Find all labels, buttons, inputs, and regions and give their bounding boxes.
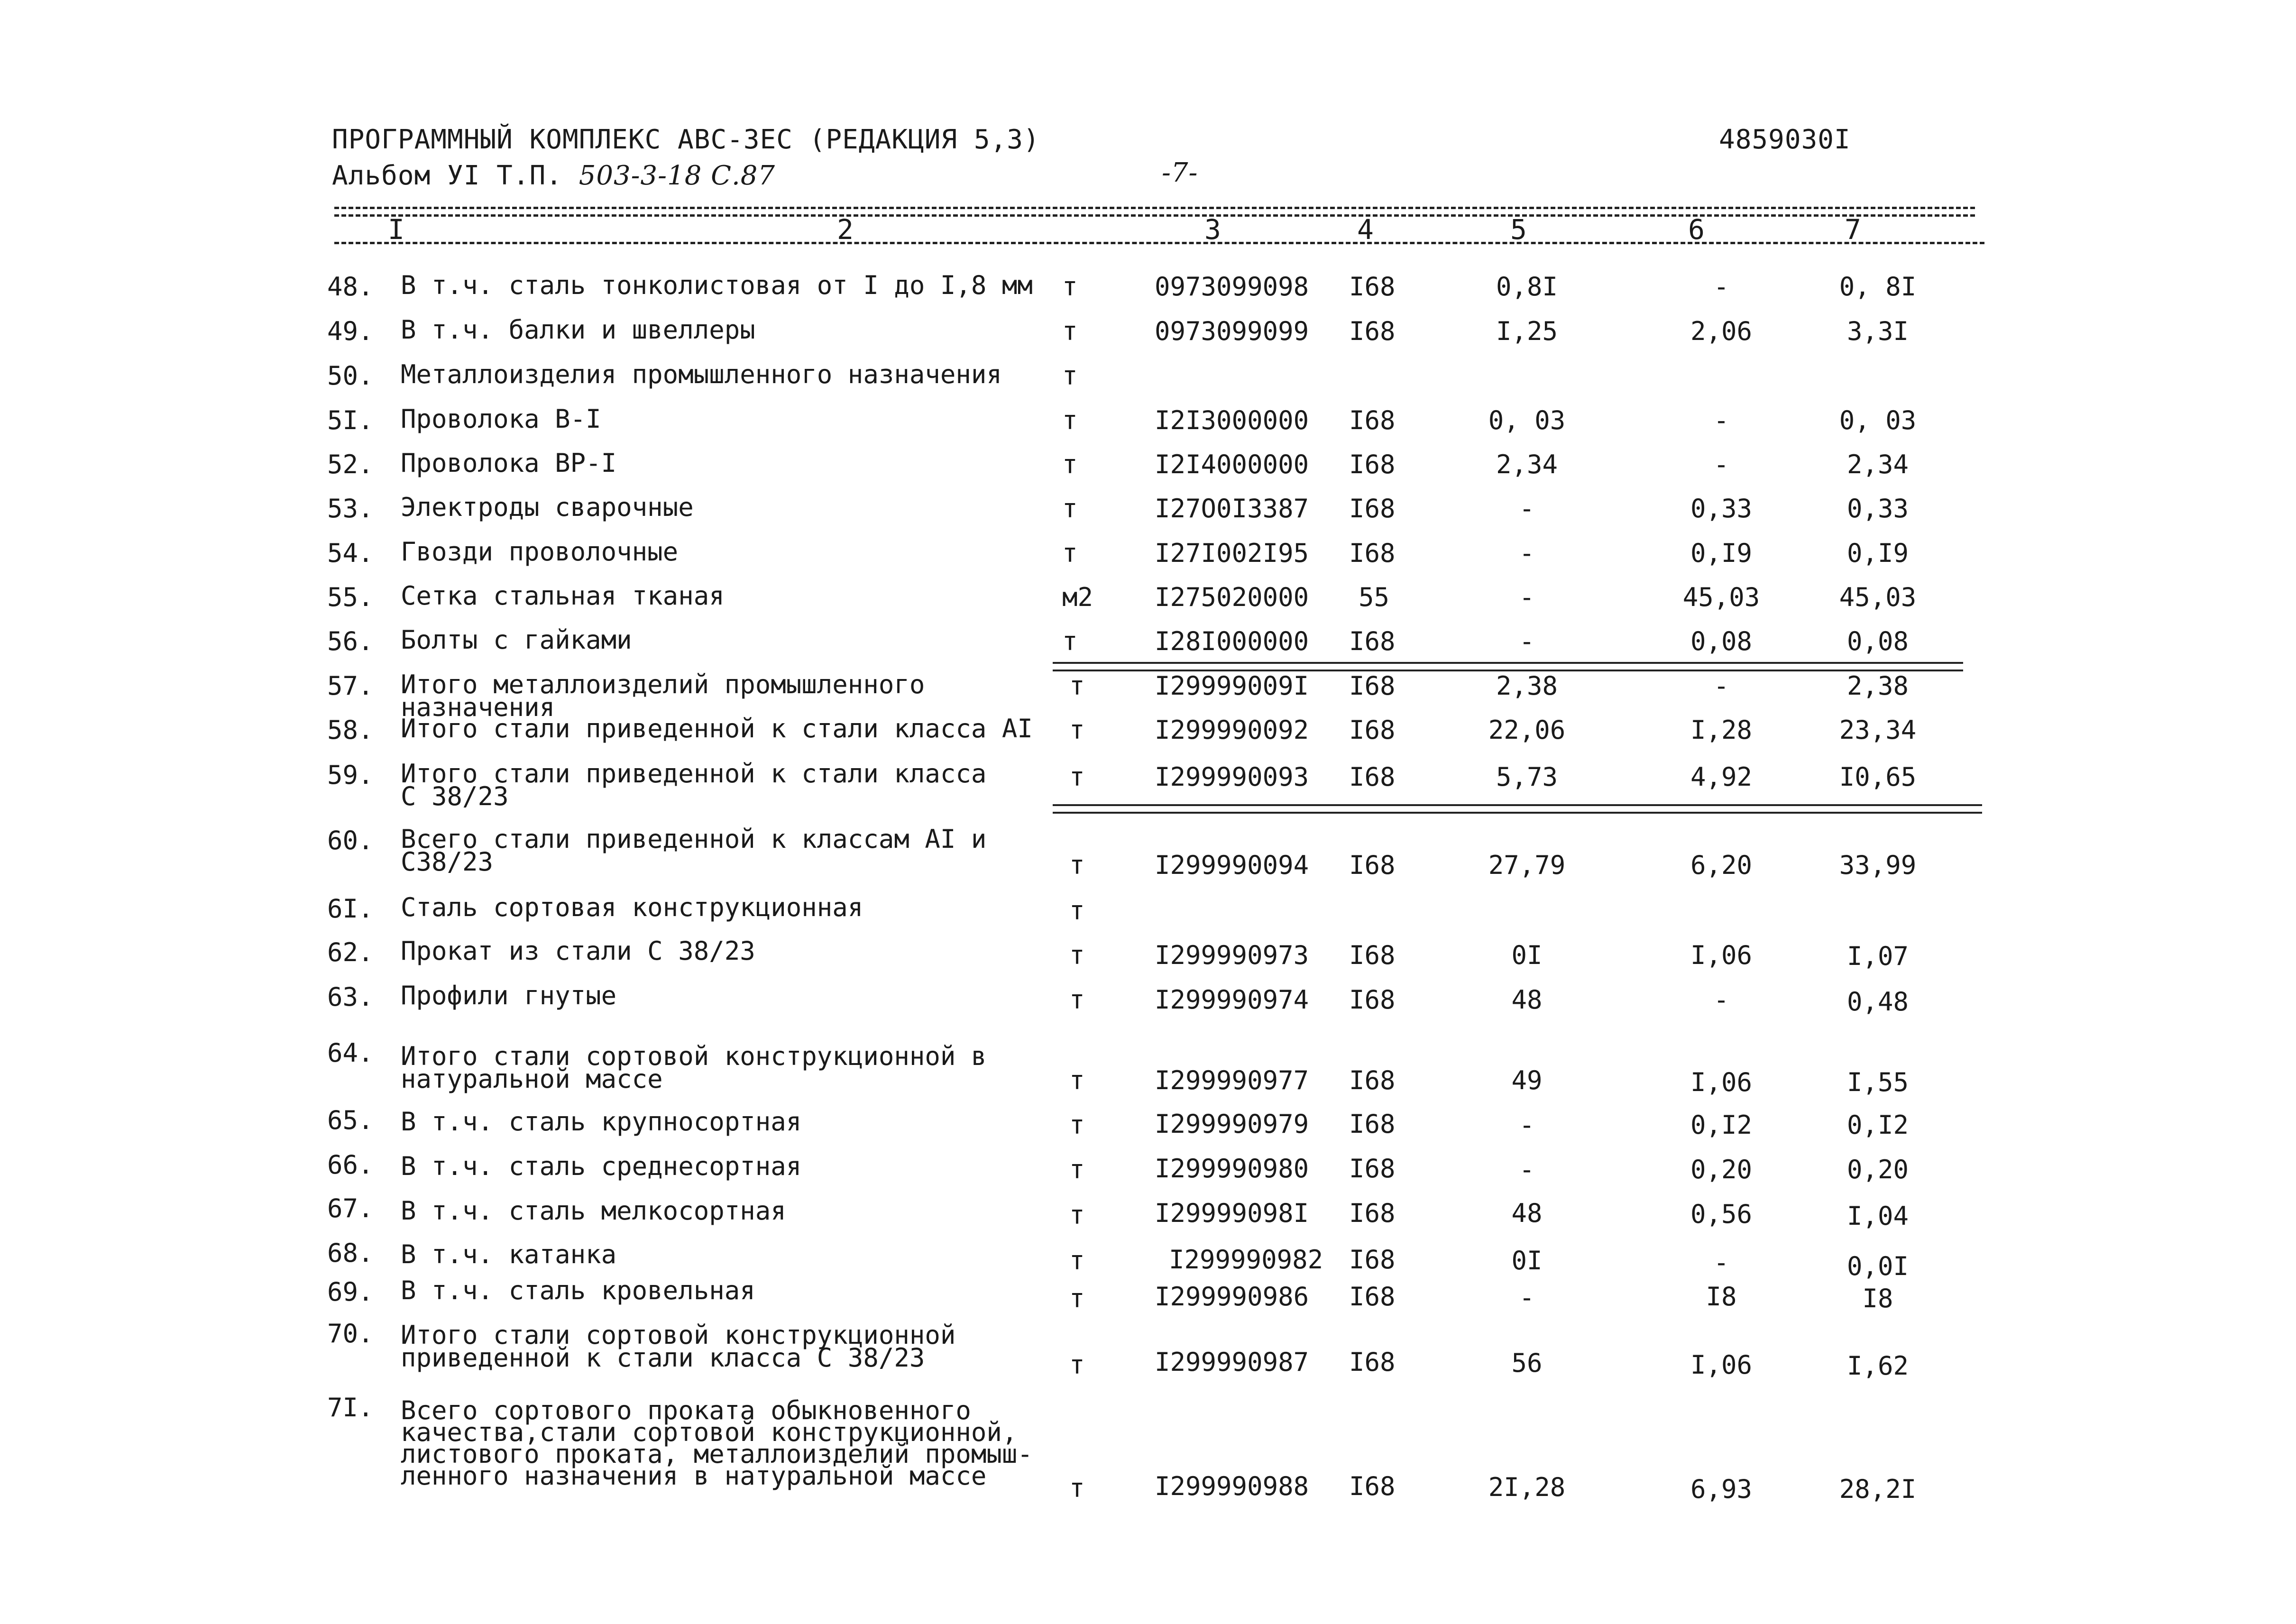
row-number: 62. [327,937,374,967]
row-col4: I68 [1349,762,1396,792]
row-name: В т.ч. балки и швеллеры [401,315,755,345]
row-number: 57. [327,671,374,701]
row-col5: 2,34 [1496,450,1558,479]
row-number: 64. [327,1038,374,1068]
row-number: 70. [327,1319,374,1349]
row-col6: 6,93 [1690,1474,1753,1504]
row-col5: - [1519,582,1535,612]
header-rule-top-1 [334,207,1975,209]
row-col6: 0,33 [1690,494,1753,523]
document-number: 4859030I [1719,124,1851,155]
row-col5: 2,38 [1496,671,1558,701]
row-col4: I68 [1349,715,1396,745]
column-number-6: 6 [1688,213,1705,246]
row-col7: 0,I9 [1846,538,1909,568]
row-code: I2I4000000 [1155,450,1309,479]
row-code: I299990974 [1155,985,1309,1015]
row-number: 65. [327,1105,374,1135]
row-unit: т [1062,494,1078,523]
row-name: Итого стали приведенной к стали класса С 38/23 [401,759,987,811]
row-col4: I68 [1349,671,1396,701]
row-name: В т.ч. сталь среднесортная [401,1151,802,1181]
row-col4: I68 [1349,450,1396,479]
row-col7: 2,34 [1846,450,1909,479]
row-col6: 0,20 [1690,1155,1753,1184]
row-name: Сетка стальная тканая [401,581,725,611]
row-number: 53. [327,494,374,523]
row-col4: I68 [1349,405,1396,435]
row-code: I28I000000 [1155,626,1309,656]
row-unit: т [1062,405,1078,435]
row-number: 56. [327,626,374,656]
row-col5: 2I,28 [1488,1472,1566,1502]
row-unit: т [1069,762,1085,792]
row-col4: I68 [1349,1245,1396,1275]
row-col7: 3,3I [1846,316,1909,346]
row-number: 48. [327,272,374,302]
row-name: Металлоизделия промышленного назначения [401,359,1002,389]
column-number-3: 3 [1204,213,1221,246]
row-col5: - [1519,494,1535,523]
row-code: I299990982 [1169,1245,1323,1275]
row-name: В т.ч. сталь тонколистовая от I до I,8 мм [401,270,1033,300]
row-col7: 0,08 [1846,626,1909,656]
row-code: I299990979 [1155,1109,1309,1139]
row-name: Гвозди проволочные [401,537,679,567]
row-col7: 2,38 [1846,671,1909,701]
row-col6: - [1713,985,1729,1015]
row-name: Всего сортового проката обыкновенного качества,стали сортовой конструкционной, листового проката, металлоизделий промыш- ленного назначения в натуральной массе [401,1395,1033,1491]
row-col6: I,06 [1690,1350,1753,1380]
row-col7: I,04 [1846,1201,1909,1231]
row-col5: 56 [1511,1348,1543,1378]
row-unit: т [1062,538,1078,568]
row-name: Итого стали приведенной к стали класса АI [401,714,1033,743]
row-unit: т [1062,626,1078,656]
row-col5: - [1519,1110,1535,1140]
row-code: I27I002I95 [1155,538,1309,568]
row-col6: I,06 [1690,940,1753,970]
row-unit: т [1069,1246,1085,1275]
row-unit: т [1069,1350,1085,1380]
row-unit: т [1069,1473,1085,1503]
row-code: I299990977 [1155,1065,1309,1095]
row-unit: т [1069,1284,1085,1313]
row-col7: 28,2I [1839,1474,1917,1504]
row-col7: 0,0I [1846,1251,1909,1281]
row-col6: 0,I9 [1690,538,1753,568]
row-col7: 0,48 [1846,987,1909,1017]
row-col5: 0, 03 [1488,405,1566,435]
row-unit: т [1062,450,1078,479]
row-code: I299990987 [1155,1347,1309,1377]
row-col7: I,62 [1846,1351,1909,1381]
row-unit: т [1069,1200,1085,1230]
row-col6: 0,I2 [1690,1110,1753,1140]
row-col7: 45,03 [1839,582,1917,612]
row-col6: I8 [1706,1282,1737,1312]
row-col4: I68 [1349,1109,1396,1139]
row-unit: т [1062,361,1078,391]
row-col7: 0,I2 [1846,1110,1909,1140]
row-col4: I68 [1349,316,1396,346]
row-name: Итого металлоизделий промышленного назначения [401,670,925,722]
row-col5: 0,8I [1496,272,1558,302]
row-unit: т [1069,985,1085,1015]
row-code: I299990092 [1155,715,1309,745]
row-col5: I,25 [1496,316,1558,346]
row-code: I2I3000000 [1155,405,1309,435]
row-number: 6I. [327,894,374,924]
row-col4: I68 [1349,940,1396,970]
row-col4: I68 [1349,1198,1396,1228]
row-col4: I68 [1349,1282,1396,1312]
row-number: 67. [327,1193,374,1223]
row-col6: - [1713,405,1729,435]
row-col7: 0,33 [1846,494,1909,523]
row-name: Прокат из стали С 38/23 [401,936,755,966]
row-col7: 23,34 [1839,715,1917,745]
row-name: В т.ч. катанка [401,1239,617,1269]
row-col7: 0,20 [1846,1155,1909,1184]
row-col5: 48 [1511,985,1543,1015]
row-col4: I68 [1349,1347,1396,1377]
row-col6: 45,03 [1682,582,1760,612]
row-col4: I68 [1349,985,1396,1015]
row-col4: 55 [1359,582,1390,612]
row-unit: м2 [1062,582,1093,612]
row-name: Болты с гайками [401,625,632,655]
row-col7: 0, 03 [1839,405,1917,435]
row-name: Проволока ВР-I [401,448,617,478]
row-code: I299990980 [1155,1154,1309,1184]
row-unit: т [1062,316,1078,346]
row-name: Проволока В-I [401,404,601,434]
row-code: I29999098I [1155,1198,1309,1228]
row-col4: I68 [1349,626,1396,656]
row-col7: I,07 [1846,941,1909,971]
column-number-4: 4 [1357,213,1374,246]
row-col7: 33,99 [1839,850,1917,880]
row-number: 66. [327,1150,374,1180]
row-code: I27O0I3387 [1155,494,1309,523]
row-col6: 2,06 [1690,316,1753,346]
row-col5: - [1519,1283,1535,1312]
row-col5: - [1519,1155,1535,1184]
row-unit: т [1069,896,1085,926]
row-number: 63. [327,982,374,1012]
column-number-5: 5 [1510,213,1527,246]
row-number: 60. [327,826,374,855]
column-number-7: 7 [1845,213,1861,246]
row-col5: - [1519,626,1535,656]
row-name: В т.ч. сталь крупносортная [401,1107,802,1137]
row-col7: I0,65 [1839,762,1917,792]
row-name: Всего стали приведенной к классам АI и С38/23 [401,824,987,877]
row-number: 55. [327,582,374,612]
row-col4: I68 [1349,538,1396,568]
subtotal-rule-2a [1053,804,1982,806]
row-col5: 22,06 [1488,715,1566,745]
row-unit: т [1062,272,1078,302]
row-code: I299990988 [1155,1471,1309,1501]
subtotal-rule-2b [1053,812,1982,814]
row-number: 7I. [327,1393,374,1422]
row-col4: I68 [1349,1065,1396,1095]
row-col4: I68 [1349,494,1396,523]
row-unit: т [1069,850,1085,880]
row-col6: - [1713,272,1729,302]
row-code: I299990094 [1155,850,1309,880]
row-col4: I68 [1349,1471,1396,1501]
row-col6: - [1713,1248,1729,1277]
row-code: I29999009I [1155,671,1309,701]
row-code: I299990986 [1155,1282,1309,1312]
row-name: Электроды сварочные [401,492,694,522]
row-number: 52. [327,450,374,479]
row-name: Итого стали сортовой конструкционной в натуральной массе [401,1041,987,1094]
header-rule-top-2 [334,214,1975,217]
row-col5: 49 [1511,1065,1543,1095]
row-code: 0973099098 [1155,272,1309,302]
row-name: В т.ч. сталь кровельная [401,1275,755,1305]
row-unit: т [1069,940,1085,970]
subtotal-rule-1a [1053,662,1963,664]
row-number: 69. [327,1277,374,1307]
column-number-2: 2 [837,213,854,246]
row-col6: 0,08 [1690,626,1753,656]
row-name: Профили гнутые [401,981,617,1010]
row-col5: - [1519,538,1535,568]
row-col7: I,55 [1846,1067,1909,1097]
row-number: 54. [327,538,374,568]
row-code: 0973099099 [1155,316,1309,346]
header-rule-bottom [334,242,1984,244]
page-number: -7- [1162,157,1198,188]
row-col6: - [1713,450,1729,479]
row-col4: I68 [1349,850,1396,880]
row-col6: I,06 [1690,1067,1753,1097]
row-code: I299990973 [1155,940,1309,970]
row-name: Итого стали сортовой конструкционной приведенной к стали класса С 38/23 [401,1320,956,1373]
row-unit: т [1069,671,1085,701]
row-col7: 0, 8I [1839,272,1917,302]
row-col4: I68 [1349,272,1396,302]
row-col5: 0I [1511,1246,1543,1275]
album-handwritten-note: 503-3-18 С.87 [579,160,776,191]
row-unit: т [1069,1110,1085,1140]
row-number: 58. [327,715,374,745]
row-col4: I68 [1349,1154,1396,1184]
row-col7: I8 [1862,1284,1893,1313]
row-col6: 6,20 [1690,850,1753,880]
program-title: ПРОГРАММНЫЙ КОМПЛЕКС АВС-ЗЕС (РЕДАКЦИЯ 5,3) [332,124,1040,155]
row-name: В т.ч. сталь мелкосортная [401,1196,786,1226]
row-col6: I,28 [1690,715,1753,745]
row-unit: т [1069,1065,1085,1095]
row-col6: 4,92 [1690,762,1753,792]
row-col5: 27,79 [1488,850,1566,880]
row-unit: т [1069,715,1085,745]
row-col5: 48 [1511,1198,1543,1228]
row-unit: т [1069,1155,1085,1184]
column-number-1: I [388,213,404,246]
row-number: 68. [327,1238,374,1268]
row-code: I299990093 [1155,762,1309,792]
row-col6: - [1713,671,1729,701]
row-col6: 0,56 [1690,1199,1753,1229]
row-code: I275020000 [1155,582,1309,612]
album-prefix: Альбом УI Т.П. [332,160,563,191]
row-name: Сталь сортовая конструкционная [401,892,863,922]
album-reference [332,160,775,191]
row-number: 49. [327,316,374,346]
row-number: 59. [327,760,374,790]
row-number: 50. [327,361,374,391]
row-col5: 5,73 [1496,762,1558,792]
row-number: 5I. [327,405,374,435]
row-col5: 0I [1511,940,1543,970]
